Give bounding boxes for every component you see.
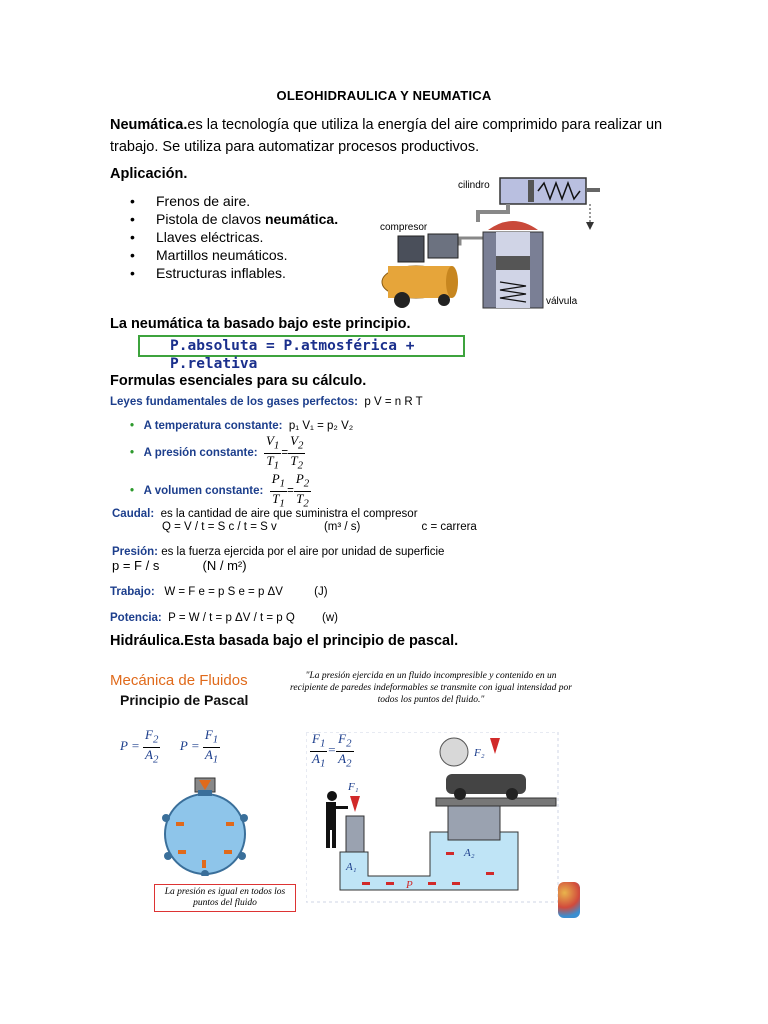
list-item: • Estructuras inflables. xyxy=(130,264,338,282)
pascal-formula-ratio: $\frac{F_1}{A_1}$ = $\frac{F_2}{A_2}$ xyxy=(312,731,352,770)
pascal-sphere-diagram xyxy=(150,776,260,876)
pres-line: • A presión constante: $\frac{V_1}{T_1}$ = $\frac{V_2}{T_2}$ xyxy=(130,433,304,472)
hidraulica-paragraph: Hidráulica.Esta basada bajo el principio de pascal. xyxy=(110,633,459,649)
neumatica-paragraph xyxy=(110,114,670,158)
presion-block: Presión: es la fuerza ejercida por el aire por unidad de superficie p = F / s (N / m²) xyxy=(112,546,445,573)
compresor-label: compresor xyxy=(380,222,428,233)
pascal-quote: "La presión ejercida en un fluido incompresible y contenido en un recipiente de paredes indeformables se transmite con igual intensidad por todos los puntos del fluido." xyxy=(290,671,572,705)
pascal-title-1: Mecánica de Fluidos xyxy=(110,672,248,689)
aplicacion-list xyxy=(130,192,338,282)
neumatica-text: es la tecnología que utiliza la energía del aire comprimido para realizar un trabajo. Se utiliza para automatizar procesos productivos. xyxy=(110,117,663,155)
fraction-p1-t1: $\frac{P_1}{T_1}$ xyxy=(271,471,286,510)
list-item: • Pistola de clavos neumática. xyxy=(130,210,338,228)
list-item: • Martillos neumáticos. xyxy=(130,246,338,264)
valvula-label: válvula xyxy=(546,296,578,307)
neumatica-term: Neumática. xyxy=(110,117,188,133)
list-item: • Frenos de aire. xyxy=(130,192,338,210)
compressor-diagram xyxy=(378,172,618,310)
vol-line: • A volumen constante: $\frac{P_1}{T_1}$ = $\frac{P_2}{T_2}$ xyxy=(130,471,310,510)
list-item: • Llaves eléctricas. xyxy=(130,228,338,246)
aplicacion-heading: Aplicación. xyxy=(110,166,188,182)
wheel-icon xyxy=(438,294,450,306)
fraction-p2-t2: $\frac{P_2}{T_2}$ xyxy=(295,471,310,510)
caudal-block: Caudal: es la cantidad de aire que suministra el compresor Q = V / t = S c / t = S v (m³ / s) c = carrera xyxy=(112,508,477,533)
valve-button xyxy=(488,221,538,230)
svg-text:A₂: A₂ xyxy=(464,847,475,859)
pressure-formula-box: P.absoluta = P.atmosférica + P.relativa xyxy=(138,335,465,357)
pascal-title-2: Principio de Pascal xyxy=(120,692,249,708)
motor xyxy=(398,236,424,262)
fraction-v1-t1: $\frac{V_1}{T_1}$ xyxy=(265,433,280,472)
svg-text:P: P xyxy=(406,879,413,891)
pascal-figure xyxy=(110,670,590,920)
potencia-line: Potencia: P = W / t = p ΔV / t = p Q (w) xyxy=(110,612,339,624)
svg-text:A₁: A₁ xyxy=(346,861,357,873)
svg-text:F₂: F₂ xyxy=(474,747,485,759)
formulas-heading: Formulas esenciales para su cálculo. xyxy=(110,373,367,389)
document-title: OLEOHIDRAULICA Y NEUMATICA xyxy=(276,88,492,103)
cilindro-label: cilindro xyxy=(458,180,490,191)
colorful-logo-icon xyxy=(558,882,580,918)
svg-text:F₁: F₁ xyxy=(348,781,359,793)
trabajo-line: Trabajo: W = F e = p S e = p ΔV (J) xyxy=(110,586,328,598)
leyes-line: Leyes fundamentales de los gases perfectos: p V = n R T xyxy=(110,396,423,408)
person-icon xyxy=(326,791,348,848)
principio-heading: La neumática ta basado bajo este principio. xyxy=(110,316,411,332)
pascal-formula-left: P = $\frac{F_2}{A_2}$ P = $\frac{F_1}{A_1}$ xyxy=(120,727,219,766)
wheel-icon xyxy=(394,292,410,308)
fraction-v2-t2: $\frac{V_2}{T_2}$ xyxy=(290,433,304,472)
temp-line: • A temperatura constante: p₁ V₁ = p₂ V₂ xyxy=(130,420,354,432)
hydraulic-press-diagram xyxy=(306,732,566,920)
baby-icon xyxy=(440,738,468,766)
pascal-caption: La presión es igual en todos los puntos del fluido xyxy=(154,884,296,912)
cylinder-body xyxy=(500,178,586,204)
